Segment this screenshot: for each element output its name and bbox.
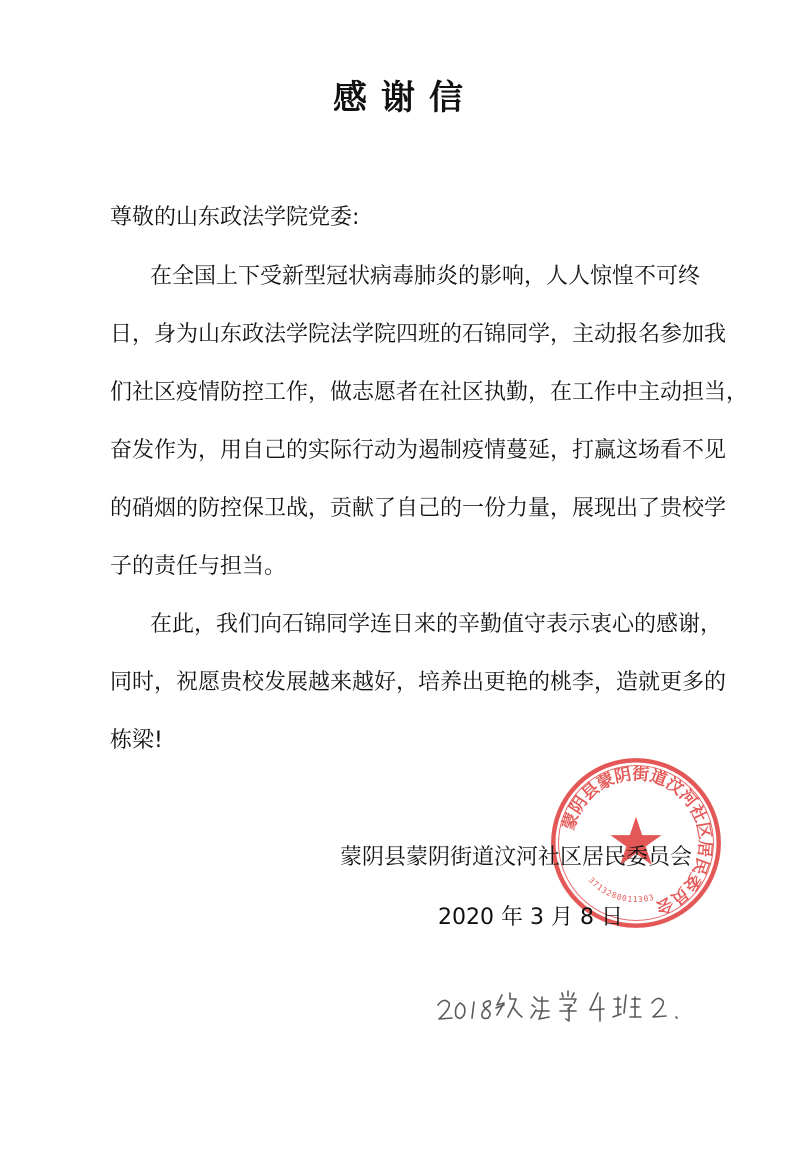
letter-title: 感谢信 — [333, 78, 477, 118]
paragraph-line: 在全国上下受新型冠状病毒肺炎的影响，人人惊惶不可终 — [150, 264, 701, 289]
handwritten-note — [430, 975, 750, 1035]
paragraph-line: 日，身为山东政法学院法学院四班的石锦同学，主动报名参加我 — [110, 322, 727, 347]
paragraph-line: 在此，我们向石锦同学连日来的辛勤值守表示衷心的感谢， — [150, 612, 723, 637]
letter-date: 2020 年 3 月 8 日 — [438, 905, 623, 930]
paragraph-line: 栋梁! — [110, 728, 163, 753]
paragraph-line: 子的责任与担当。 — [110, 554, 287, 579]
seal-code: 3713280011303 — [586, 875, 656, 905]
seal-text: 蒙阴县蒙阴街道汶河社区居民委员会 — [558, 763, 716, 919]
paragraph-line: 同时，祝愿贵校发展越来越好，培养出更艳的桃李，造就更多的 — [110, 670, 727, 695]
svg-text:3713280011303 — [587, 876, 656, 905]
paragraph-line: 的硝烟的防控保卫战，贡献了自己的一份力量，展现出了贵校学 — [110, 496, 727, 521]
salutation: 尊敬的山东政法学院党委: — [110, 205, 360, 230]
signature-organization: 蒙阴县蒙阴街道汶河社区居民委员会 — [340, 845, 693, 870]
paragraph-line: 们社区疫情防控工作，做志愿者在社区执勤，在工作中主动担当， — [110, 380, 749, 405]
paragraph-line: 奋发作为，用自己的实际行动为遏制疫情蔓延，打赢这场看不见 — [110, 438, 727, 463]
